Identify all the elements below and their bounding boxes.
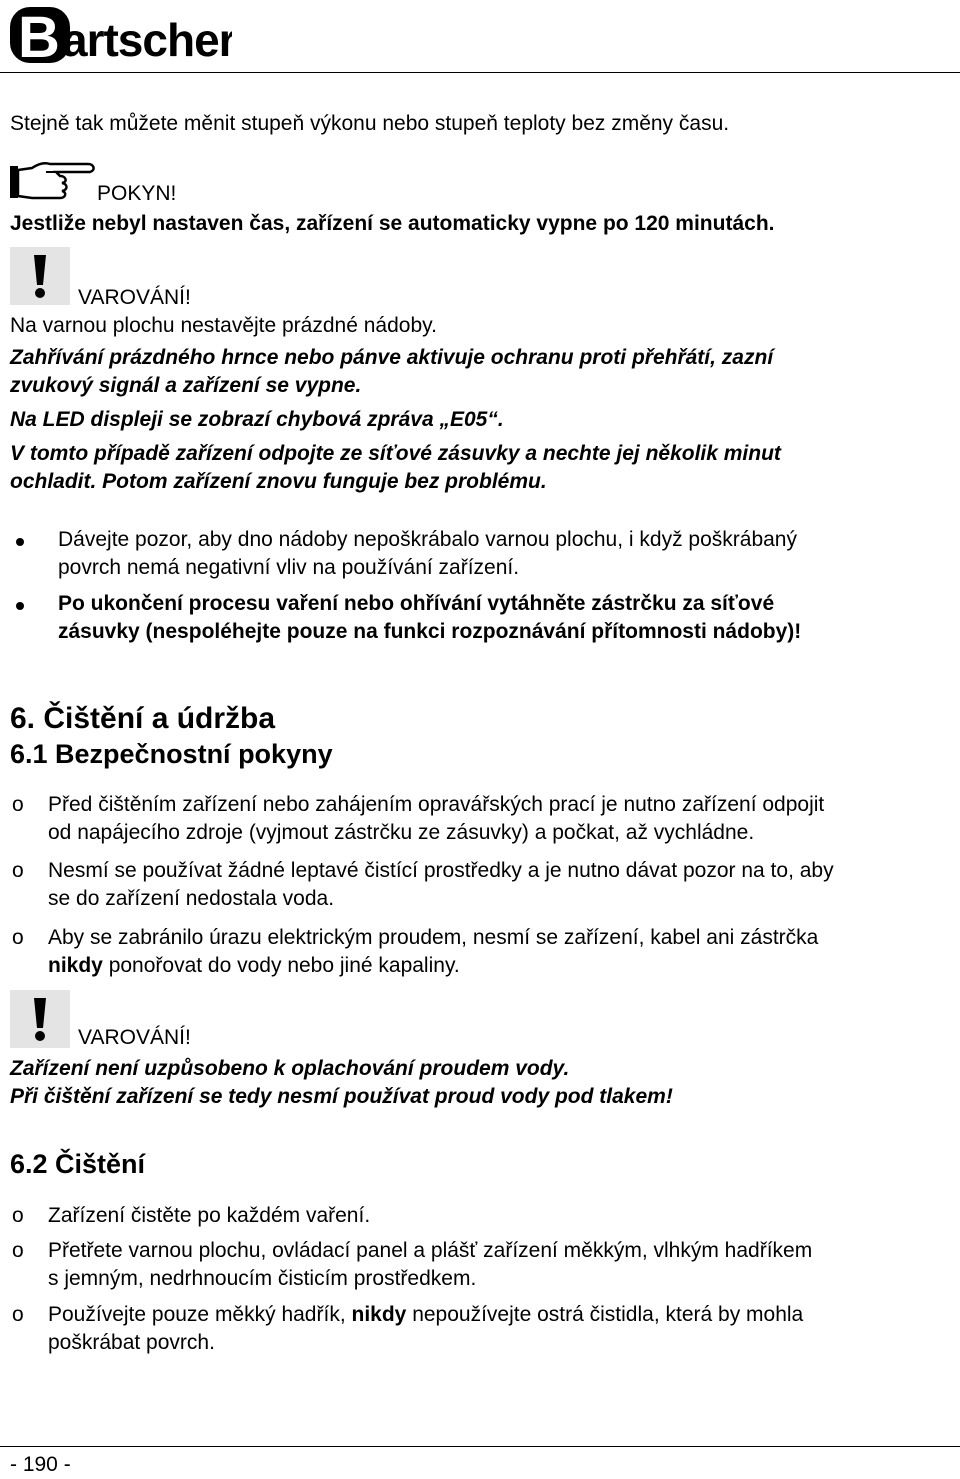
s61-item1-line1: Před čištěním zařízení nebo zahájením opravářských prací je nutno zařízení odpojit [48, 793, 825, 816]
s62-item3-line2: poškrábat povrch. [48, 1331, 215, 1354]
s62-item3-post: nepoužívejte ostrá čistidla, která by mohla [406, 1303, 804, 1326]
emphasis-nikdy: nikdy [351, 1303, 407, 1326]
s61-item1-line2: od napájecího zdroje (vyjmout zástrčku ze zásuvky) a počkat, až vychládne. [48, 821, 755, 844]
bullet-dot [16, 602, 24, 610]
svg-text:artscher: artscher [62, 14, 232, 66]
s61-item3-line2 [48, 952, 460, 980]
pointing-hand-icon [10, 158, 98, 202]
brand-logo [10, 4, 232, 66]
bullet1-line1: Dávejte pozor, aby dno nádoby nepoškrábalo varnou plochu, i když poškrábaný [58, 528, 797, 551]
list-marker: o [12, 1239, 24, 1262]
page-number: - 190 - [10, 1453, 71, 1476]
footer-rule [0, 1446, 960, 1447]
warning1-line2: Zahřívání prázdného hrnce nebo pánve aktivuje ochranu proti přehřátí, zazní [10, 346, 774, 369]
warning1-line3: zvukový signál a zařízení se vypne. [10, 374, 362, 397]
s61-item3-line2-rest: ponořovat do vody nebo jiné kapaliny. [102, 954, 460, 977]
section62-heading: 6.2 Čištění [10, 1149, 146, 1179]
warning2-title: VAROVÁNÍ! [78, 1026, 191, 1049]
list-marker: o [12, 793, 24, 816]
list-marker: o [12, 926, 24, 949]
logo-mark [10, 4, 232, 66]
exclamation-icon [10, 247, 70, 305]
bullet2-line1: Po ukončení procesu vaření nebo ohřívání vytáhněte zástrčku za síťové [58, 592, 775, 615]
svg-text:B: B [18, 5, 60, 66]
s61-item2-line2: se do zařízení nedostala voda. [48, 887, 335, 910]
s61-item3-line1: Aby se zabránilo úrazu elektrickým proudem, nesmí se zařízení, kabel ani zástrčka [48, 926, 819, 949]
section6-heading: 6. Čištění a údržba [10, 702, 276, 735]
list-marker: o [12, 1303, 24, 1326]
note-title: POKYN! [97, 182, 177, 205]
intro-text: Stejně tak můžete měnit stupeň výkonu nebo stupeň teploty bez změny času. [10, 112, 730, 135]
warning2-line1: Zařízení není uzpůsobeno k oplachování proudem vody. [10, 1057, 570, 1080]
warning1-line1: Na varnou plochu nestavějte prázdné nádoby. [10, 314, 437, 337]
exclamation-icon [10, 990, 70, 1048]
note-text: Jestliže nebyl nastaven čas, zařízení se automaticky vypne po 120 minutách. [10, 212, 775, 235]
s62-item2-line1: Přetřete varnou plochu, ovládací panel a plášť zařízení měkkým, vlhkým hadříkem [48, 1239, 813, 1262]
warning1-title: VAROVÁNÍ! [78, 286, 191, 309]
bullet2-line2: zásuvky (nespoléhejte pouze na funkci rozpoznávání přítomnosti nádoby)! [58, 620, 802, 643]
list-marker: o [12, 859, 24, 882]
bullet-dot [16, 538, 24, 546]
warning1-line6: ochladit. Potom zařízení znovu funguje bez problému. [10, 470, 547, 493]
bullet1-line2: povrch nemá negativní vliv na používání zařízení. [58, 556, 520, 579]
section61-heading: 6.1 Bezpečnostní pokyny [10, 739, 333, 769]
s62-item2-line2: s jemným, nedrhnoucím čisticím prostředkem. [48, 1267, 477, 1290]
s62-item1-line1: Zařízení čistěte po každém vaření. [48, 1204, 371, 1227]
s62-item3-line1 [48, 1301, 803, 1329]
header-rule [0, 72, 960, 73]
warning1-line5: V tomto případě zařízení odpojte ze síťové zásuvky a nechte jej několik minut [10, 442, 781, 465]
emphasis-nikdy: nikdy [48, 954, 103, 977]
warning-box-2 [10, 990, 70, 1048]
warning-box-1 [10, 247, 70, 305]
list-marker: o [12, 1204, 24, 1227]
s62-item3-pre: Používejte pouze měkký hadřík, [48, 1303, 352, 1326]
warning2-line2: Při čištění zařízení se tedy nesmí používat proud vody pod tlakem! [10, 1085, 673, 1108]
warning1-line4: Na LED displeji se zobrazí chybová zpráva „E05“. [10, 408, 504, 431]
s61-item2-line1: Nesmí se používat žádné leptavé čistící prostředky a je nutno dávat pozor na to, aby [48, 859, 834, 882]
